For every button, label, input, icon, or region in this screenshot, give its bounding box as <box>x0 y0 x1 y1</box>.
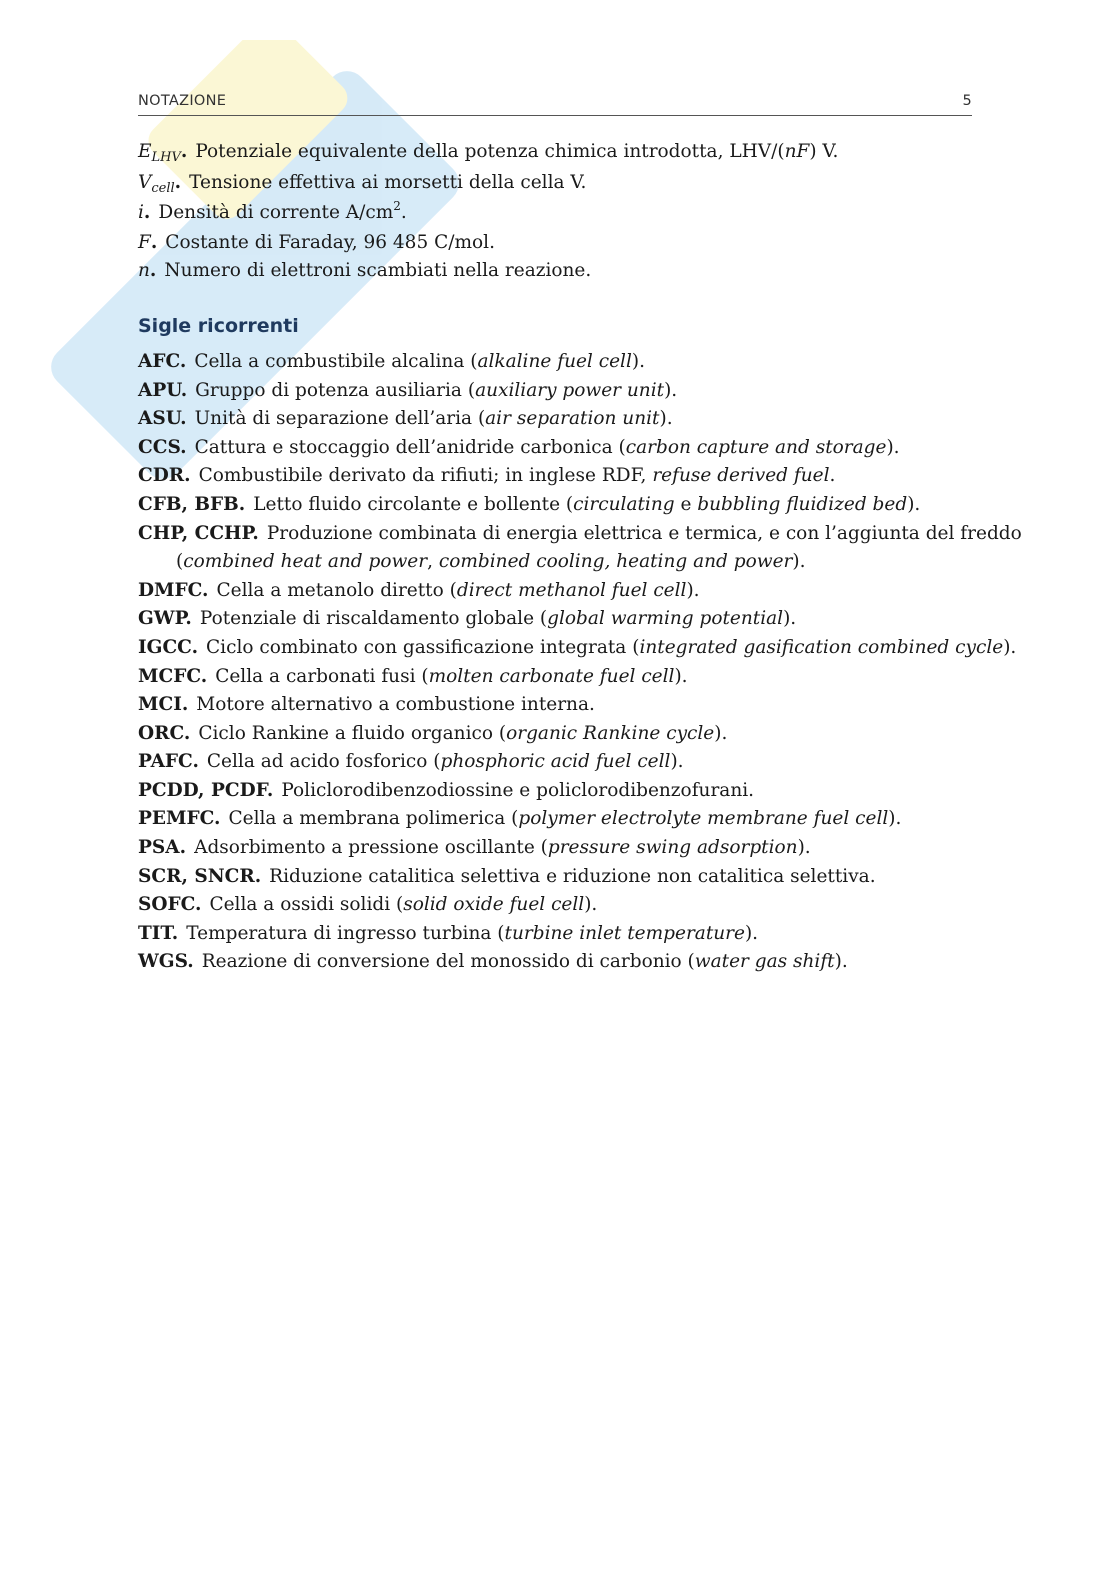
notation-text: Densità di corrente A/cm <box>158 202 394 224</box>
notation-text-end: . <box>400 202 407 224</box>
notation-subscript: cell <box>151 180 175 196</box>
acronym-text: Potenziale di riscaldamento globale ( <box>199 608 548 630</box>
section-heading: Sigle ricorrenti <box>138 314 299 337</box>
acronym-english: integrated gasification combined cycle <box>639 636 1004 658</box>
page-content <box>138 138 1022 977</box>
notation-symbol: F <box>138 231 151 253</box>
acronym-english: auxiliary power unit <box>475 379 665 401</box>
acronym-text: Cella a metanolo diretto ( <box>216 579 457 601</box>
acronym-text: Adsorbimento a pressione oscillante ( <box>194 837 548 859</box>
acronym-english: turbine inlet temperature <box>504 922 745 944</box>
acronym-text-end: ). <box>1003 636 1017 658</box>
notation-symbol: i <box>138 202 144 224</box>
acronym-abbr: PSA. <box>138 837 187 859</box>
acronym-english: bubbling fluidized bed <box>697 493 908 515</box>
acronym-item <box>138 691 978 720</box>
acronym-text-end: ). <box>792 551 806 573</box>
acronym-text-mid: , <box>427 551 439 573</box>
acronym-text: Unità di separazione dell’aria ( <box>194 408 486 430</box>
acronym-text: Policlorodibenzodiossine e policlorodibenzofurani. <box>281 779 755 801</box>
notation-symbol-inline: nF <box>784 141 810 162</box>
acronym-text: Cella a membrana polimerica ( <box>228 808 519 830</box>
acronym-abbr: PCDD, PCDF. <box>138 779 274 801</box>
acronym-english: organic Rankine cycle <box>506 722 715 744</box>
acronym-text: Reazione di conversione del monossido di carbonio ( <box>201 951 695 973</box>
notation-subscript: LHV <box>151 150 181 165</box>
page-number: 5 <box>962 93 972 109</box>
acronym-text: Cella a combustibile alcalina ( <box>194 350 478 372</box>
acronym-text-mid: e <box>674 493 698 515</box>
acronym-abbr: MCI. <box>138 694 189 716</box>
acronym-text: Letto fluido circolante e bollente ( <box>253 493 574 515</box>
acronym-item <box>138 777 978 806</box>
acronym-english: pressure swing adsorption <box>547 837 798 859</box>
acronym-english: circulating <box>573 493 675 515</box>
notation-text-end: ) V. <box>809 141 839 162</box>
acronym-english: phosphoric acid fuel cell <box>440 751 671 773</box>
acronym-abbr: CDR. <box>138 465 191 487</box>
acronym-english: carbon capture and storage <box>625 436 887 458</box>
acronym-text-end: ). <box>670 751 684 773</box>
acronym-english: water gas shift <box>694 951 835 973</box>
acronym-abbr: TIT. <box>138 922 179 944</box>
acronym-item <box>138 834 978 863</box>
running-header <box>138 91 972 116</box>
acronym-item <box>138 491 978 520</box>
acronym-text-end: ). <box>744 922 759 944</box>
acronym-abbr: CCS. <box>138 436 187 458</box>
acronym-abbr: PAFC. <box>138 751 199 773</box>
notation-item: F. Costante di Faraday, 96 485 C/mol. <box>138 231 495 253</box>
acronym-abbr: PEMFC. <box>138 808 221 830</box>
acronym-text: Cella a carbonati fusi ( <box>215 665 429 687</box>
acronym-abbr: DMFC. <box>138 579 209 601</box>
acronym-text-end: ). <box>714 722 728 744</box>
acronym-item <box>138 805 978 834</box>
acronym-item <box>138 634 1017 663</box>
acronym-abbr: CFB, BFB. <box>138 493 246 515</box>
acronym-english: global warming potential <box>547 608 784 630</box>
acronym-english: combined heat and power <box>183 551 428 573</box>
acronym-item <box>138 720 978 749</box>
acronym-text-end: ). <box>907 493 921 515</box>
acronym-text-end: . <box>829 465 836 487</box>
acronym-abbr: MCFC. <box>138 665 208 687</box>
notation-item: $E_{LHV}$. Potenziale equivalente della potenza chimica introdotta, LHV/(nF) V. <box>138 141 839 165</box>
acronym-item <box>138 748 978 777</box>
header-title: NOTAZIONE <box>138 93 227 109</box>
acronym-item <box>138 462 978 491</box>
acronym-english: molten carbonate fuel cell <box>428 665 675 687</box>
acronym-item <box>138 405 978 434</box>
notation-text: Numero di elettroni scambiati nella reazione. <box>164 260 592 282</box>
notation-symbol: V <box>138 171 152 193</box>
acronym-text-end: ). <box>631 350 645 372</box>
acronym-text-end: ). <box>886 436 900 458</box>
acronym-english: solid oxide fuel cell <box>403 894 585 916</box>
acronym-item <box>138 377 978 406</box>
acronym-text-end: ). <box>584 894 598 916</box>
acronym-text: Produzione combinata di energia elettrica e termica, e con l’aggiunta del freddo <box>266 522 1022 544</box>
acronym-item <box>138 520 1022 549</box>
acronym-abbr: WGS. <box>138 951 194 973</box>
acronym-text-end: ). <box>659 408 673 430</box>
acronym-text: Ciclo combinato con gassificazione integrata ( <box>206 636 640 658</box>
acronym-item <box>138 663 978 692</box>
acronym-abbr: IGCC. <box>138 636 199 658</box>
acronym-item <box>138 920 978 949</box>
acronym-abbr: CHP, CCHP. <box>138 522 259 544</box>
acronym-text: Ciclo Rankine a fluido organico ( <box>198 722 507 744</box>
acronym-text-end: ). <box>686 579 700 601</box>
acronym-item <box>138 348 978 377</box>
acronym-text: Motore alternativo a combustione interna. <box>196 694 595 716</box>
acronym-text: Cella ad acido fosforico ( <box>206 751 441 773</box>
acronym-text: Cella a ossidi solidi ( <box>209 894 404 916</box>
acronym-text-end: ). <box>664 379 678 401</box>
acronym-abbr: AFC. <box>138 350 187 372</box>
acronym-item <box>138 863 978 892</box>
notation-text: Potenziale equivalente della potenza chimica introdotta, LHV/( <box>195 141 785 162</box>
acronym-english: alkaline fuel cell <box>477 350 632 372</box>
acronym-item <box>138 577 978 606</box>
acronym-text: Temperatura di ingresso turbina ( <box>186 922 505 944</box>
acronym-english: direct methanol fuel cell <box>456 579 687 601</box>
acronym-list <box>138 348 1022 977</box>
acronym-text-end: ). <box>674 665 688 687</box>
acronym-item <box>138 434 978 463</box>
acronym-abbr: GWP. <box>138 608 192 630</box>
acronym-abbr: SCR, SNCR. <box>138 865 262 887</box>
acronym-text: Gruppo di potenza ausiliaria ( <box>195 379 476 401</box>
acronym-item <box>138 891 978 920</box>
acronym-text: Combustibile derivato da rifiuti; in inglese RDF, <box>198 465 653 487</box>
notation-symbol: E <box>138 141 152 162</box>
acronym-text: ( <box>176 551 184 573</box>
notation-symbol: n <box>138 260 150 282</box>
acronym-abbr: APU. <box>138 379 188 401</box>
notation-item: $V_{cell}$. Tensione effettiva ai morsetti della cella V. <box>138 171 587 196</box>
acronym-item <box>138 948 978 977</box>
notation-text: Tensione effettiva ai morsetti della cella V. <box>189 171 587 193</box>
notation-text: Costante di Faraday, 96 485 C/mol. <box>165 231 495 253</box>
notation-list <box>138 138 978 286</box>
acronym-english: polymer electrolyte membrane fuel cell <box>518 808 889 830</box>
acronym-english: combined cooling, heating and power <box>438 551 793 573</box>
notation-item: i. Densità di corrente $A/cm^2$. <box>138 199 407 224</box>
acronym-english: air separation unit <box>485 408 660 430</box>
acronym-abbr: ORC. <box>138 722 191 744</box>
acronym-abbr: SOFC. <box>138 894 202 916</box>
acronym-text-end: ). <box>888 808 902 830</box>
acronym-text-end: ). <box>797 837 811 859</box>
acronym-english: refuse derived fuel <box>652 465 830 487</box>
notation-superscript: 2 <box>393 199 401 214</box>
acronym-item <box>138 605 978 634</box>
acronym-text-end: ). <box>834 951 848 973</box>
acronym-text-end: ). <box>783 608 797 630</box>
acronym-text: Riduzione catalitica selettiva e riduzione non catalitica selettiva. <box>269 865 876 887</box>
notation-item: n. Numero di elettroni scambiati nella reazione. <box>138 260 592 282</box>
acronym-item-continuation <box>138 548 978 577</box>
acronym-text: Cattura e stoccaggio dell’anidride carbonica ( <box>194 436 626 458</box>
acronym-abbr: ASU. <box>138 408 187 430</box>
